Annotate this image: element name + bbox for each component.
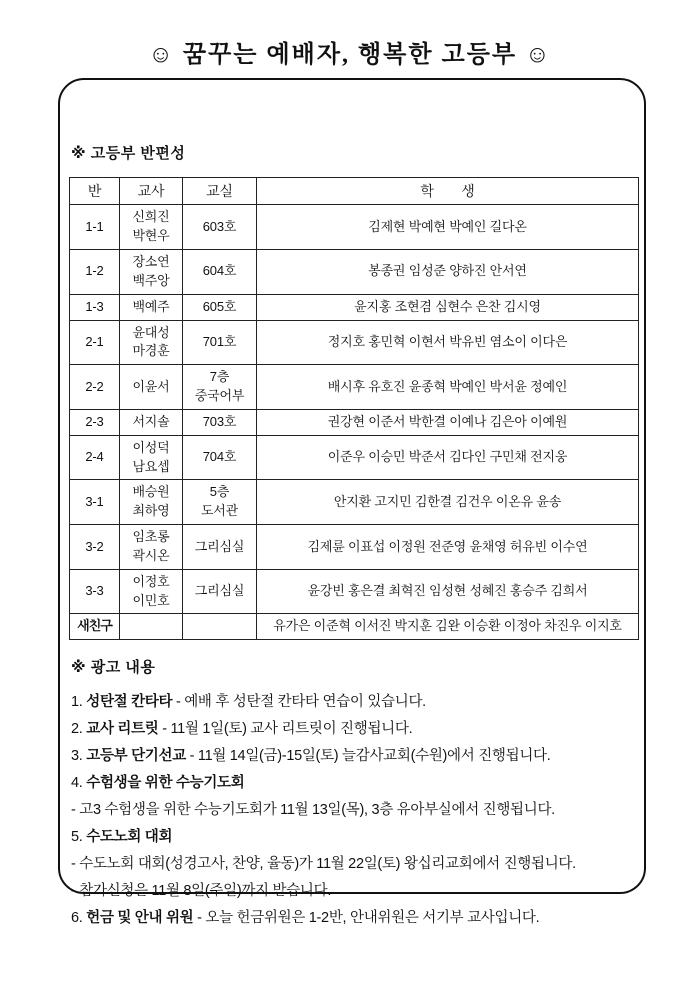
announcement-line xyxy=(71,797,635,824)
class-cell: 3-1 xyxy=(70,480,120,525)
announcement-text: - 참가신청은 11월 8일(주일)까지 받습니다. xyxy=(71,883,332,900)
teacher-cell xyxy=(120,614,183,640)
announcement-line xyxy=(71,878,635,905)
table-row xyxy=(70,365,639,410)
announcement-line xyxy=(71,689,635,716)
announcement-line xyxy=(71,905,635,932)
announcement-text: - 수도노회 대회(성경고사, 찬양, 율동)가 11월 22일(토) 왕십리교회에서 진행됩니다. xyxy=(71,856,576,873)
table-row-newcomers xyxy=(70,614,639,640)
students-cell: 권강현 이준서 박한결 이예나 김은아 이예원 xyxy=(257,409,639,435)
table-row xyxy=(70,525,639,570)
announcement-title: 수도노회 대회 xyxy=(86,829,173,846)
table-row xyxy=(70,409,639,435)
room-cell: 603호 xyxy=(183,205,257,250)
room-cell: 701호 xyxy=(183,320,257,365)
room-cell: 604호 xyxy=(183,249,257,294)
room-cell: 그리심실 xyxy=(183,569,257,614)
students-cell: 이준우 이승민 박준서 김다인 구민채 전지웅 xyxy=(257,435,639,480)
class-cell: 새친구 xyxy=(70,614,120,640)
table-row xyxy=(70,205,639,250)
room-cell: 7층 중국어부 xyxy=(183,365,257,410)
class-cell: 2-2 xyxy=(70,365,120,410)
students-cell: 윤지홍 조현겸 심현수 은찬 김시영 xyxy=(257,294,639,320)
announcement-title: 고등부 단기선교 xyxy=(86,748,186,765)
table-header-row xyxy=(70,178,639,205)
announcement-title: 헌금 및 안내 위원 xyxy=(86,910,194,927)
teacher-cell: 이성덕 남요셉 xyxy=(120,435,183,480)
announcement-text: - 11월 14일(금)-15일(토) 늘감사교회(수원)에서 진행됩니다. xyxy=(185,748,551,765)
class-cell: 2-4 xyxy=(70,435,120,480)
column-header-students: 학 생 xyxy=(257,178,639,205)
students-cell: 정지호 홍민혁 이현서 박유빈 염소이 이다은 xyxy=(257,320,639,365)
class-cell: 1-2 xyxy=(70,249,120,294)
teacher-cell: 백예주 xyxy=(120,294,183,320)
class-cell: 1-3 xyxy=(70,294,120,320)
announcement-number: 4. xyxy=(71,775,87,792)
room-cell: 704호 xyxy=(183,435,257,480)
students-cell: 안지환 고지민 김한결 김건우 이온유 윤송 xyxy=(257,480,639,525)
class-cell: 2-3 xyxy=(70,409,120,435)
class-cell: 3-2 xyxy=(70,525,120,570)
students-cell: 배시후 유호진 윤종혁 박예인 박서윤 정예인 xyxy=(257,365,639,410)
class-cell: 2-1 xyxy=(70,320,120,365)
announcement-number: 2. xyxy=(71,721,87,738)
teacher-cell: 배승원 최하영 xyxy=(120,480,183,525)
students-cell: 유가은 이준혁 이서진 박지훈 김완 이승환 이정아 차진우 이지호 xyxy=(257,614,639,640)
table-row xyxy=(70,249,639,294)
announcement-line xyxy=(71,716,635,743)
announcement-title: 교사 리트릿 xyxy=(86,721,159,738)
teacher-cell: 이정호 이민호 xyxy=(120,569,183,614)
teacher-cell: 신희진 박현우 xyxy=(120,205,183,250)
teacher-cell: 서지솔 xyxy=(120,409,183,435)
students-cell: 김제륜 이표섭 이정원 전준영 윤채영 허유빈 이수연 xyxy=(257,525,639,570)
announcement-title: 수험생을 위한 수능기도회 xyxy=(86,775,245,792)
table-row xyxy=(70,320,639,365)
announcement-number: 5. xyxy=(71,829,87,846)
teacher-cell: 윤대성 마경훈 xyxy=(120,320,183,365)
column-header-class: 반 xyxy=(70,178,120,205)
table-row xyxy=(70,480,639,525)
announcements-list xyxy=(71,689,635,932)
column-header-teacher: 교사 xyxy=(120,178,183,205)
students-cell: 윤강빈 홍은결 최혁진 임성현 성혜진 홍승주 김희서 xyxy=(257,569,639,614)
content-frame xyxy=(58,78,646,927)
announcement-text: - 11월 1일(토) 교사 리트릿이 진행됩니다. xyxy=(158,721,413,738)
table-row xyxy=(70,294,639,320)
page-title: ☺ 꿈꾸는 예배자, 행복한 고등부 ☺ xyxy=(148,42,552,68)
class-cell: 3-3 xyxy=(70,569,120,614)
teacher-cell: 이윤서 xyxy=(120,365,183,410)
announcement-number: 6. xyxy=(71,910,87,927)
announcement-line xyxy=(71,770,635,797)
teacher-cell: 장소연 백주앙 xyxy=(120,249,183,294)
announcement-line xyxy=(71,851,635,878)
teacher-cell: 임초롱 곽시온 xyxy=(120,525,183,570)
announcement-title: 성탄절 칸타타 xyxy=(86,694,173,711)
announcement-text: - 오늘 헌금위원은 1-2반, 안내위원은 서기부 교사입니다. xyxy=(193,910,540,927)
room-cell: 5층 도서관 xyxy=(183,480,257,525)
announcement-text: - 고3 수험생을 위한 수능기도회가 11월 13일(목), 3층 유아부실에서 진행됩니다. xyxy=(71,802,555,819)
announcement-number: 1. xyxy=(71,694,87,711)
students-cell: 봉종권 임성준 양하진 안서연 xyxy=(257,249,639,294)
announcement-text: - 예배 후 성탄절 칸타타 연습이 있습니다. xyxy=(172,694,426,711)
room-cell: 605호 xyxy=(183,294,257,320)
table-row xyxy=(70,435,639,480)
students-cell: 김제현 박예현 박예인 길다온 xyxy=(257,205,639,250)
room-cell: 703호 xyxy=(183,409,257,435)
class-roster-table xyxy=(69,177,639,640)
table-row xyxy=(70,569,639,614)
announcement-number: 3. xyxy=(71,748,87,765)
announcement-line xyxy=(71,743,635,770)
announcements-section-header: ※ 광고 내용 xyxy=(71,659,156,677)
room-cell xyxy=(183,614,257,640)
roster-section-header: ※ 고등부 반편성 xyxy=(71,145,186,162)
class-cell: 1-1 xyxy=(70,205,120,250)
announcement-line xyxy=(71,824,635,851)
room-cell: 그리심실 xyxy=(183,525,257,570)
column-header-room: 교실 xyxy=(183,178,257,205)
